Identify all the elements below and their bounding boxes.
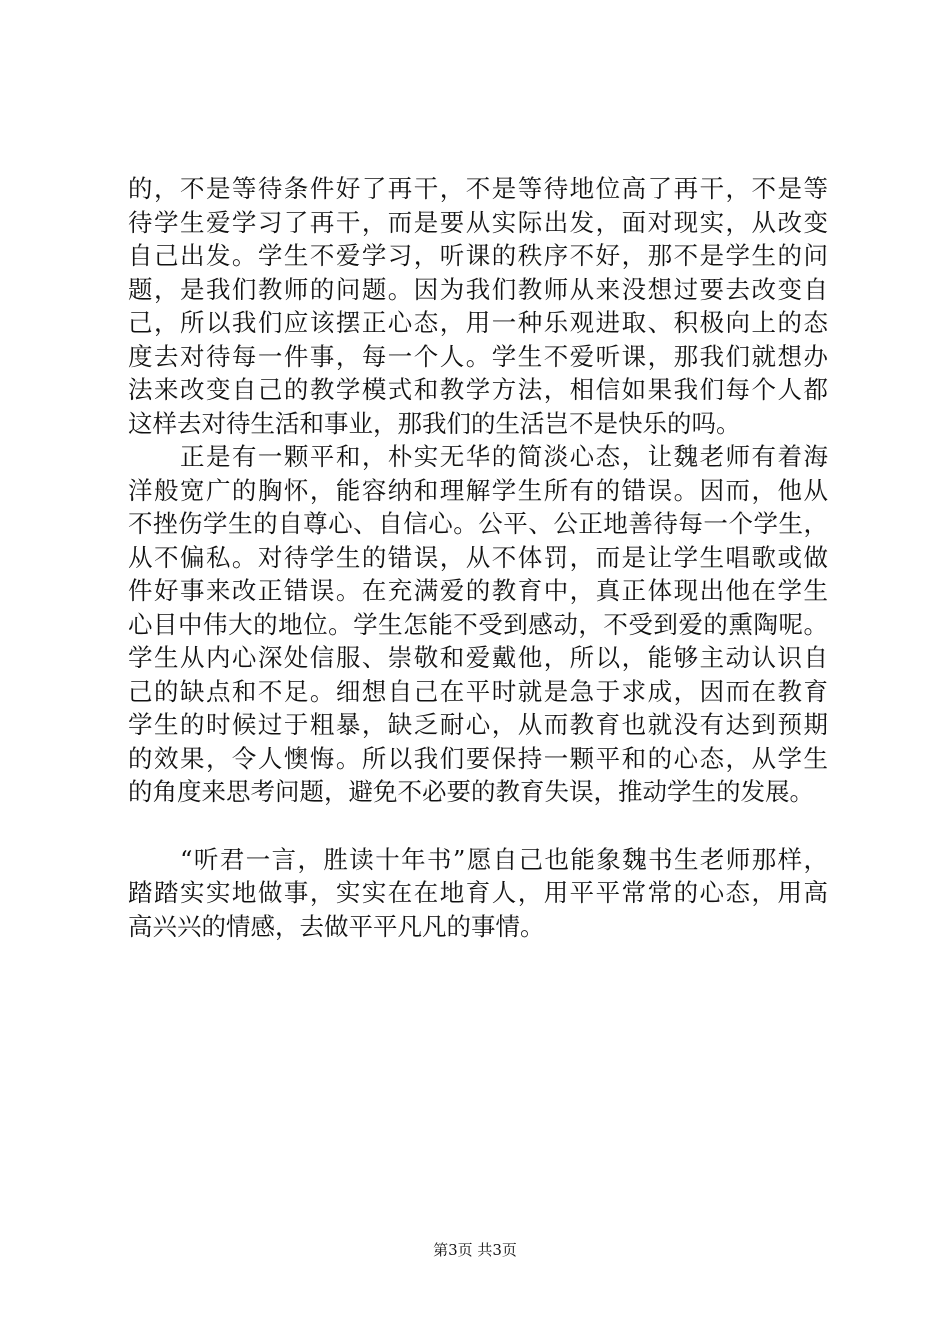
- text-line: 待学生爱学习了再干，而是要从实际出发，面对现实，从改变: [128, 207, 828, 237]
- text-line: 心目中伟大的地位。学生怎能不受到感动，不受到爱的熏陶呢。: [128, 609, 828, 639]
- page-number-label: 第3页 共3页: [433, 1241, 517, 1259]
- text-line: 学生从内心深处信服、崇敬和爱戴他，所以，能够主动认识自: [128, 643, 828, 672]
- paragraph-1: [128, 172, 828, 440]
- text-line: 自己出发。学生不爱学习，听课的秩序不好，那不是学生的问: [128, 241, 828, 270]
- paragraph-spacer: [128, 809, 828, 843]
- document-body: [128, 172, 828, 943]
- text-line: 不挫伤学生的自尊心、自信心。公平、公正地善待每一个学生，: [128, 509, 828, 538]
- text-line: 的，不是等待条件好了再干，不是等待地位高了再干，不是等: [128, 174, 828, 203]
- paragraph-3: [128, 843, 828, 944]
- paragraph-2: [128, 440, 828, 809]
- text-line: 件好事来改正错误。在充满爱的教育中，真正体现出他在学生: [128, 576, 828, 605]
- text-line: 题，是我们教师的问题。因为我们教师从来没想过要去改变自: [128, 274, 828, 304]
- text-line: 踏踏实实地做事，实实在在地育人，用平平常常的心态，用高: [128, 878, 828, 907]
- text-line: 正是有一颗平和，朴实无华的简淡心态，让魏老师有着海: [180, 442, 828, 471]
- text-line: 度去对待每一件事，每一个人。学生不爱听课，那我们就想办: [128, 341, 828, 371]
- text-line: 洋般宽广的胸怀，能容纳和理解学生所有的错误。因而，他从: [128, 475, 828, 505]
- text-line: 从不偏私。对待学生的错误，从不体罚，而是让学生唱歌或做: [128, 542, 828, 572]
- page-footer: [0, 1240, 950, 1260]
- text-line: 高兴兴的情感，去做平平凡凡的事情。: [128, 911, 545, 941]
- text-line: 法来改变自己的教学模式和教学方法，相信如果我们每个人都: [128, 375, 828, 404]
- text-line: 己的缺点和不足。细想自己在平时就是急于求成，因而在教育: [128, 676, 828, 706]
- text-line: 的角度来思考问题，避免不必要的教育失误，推动学生的发展。: [128, 777, 814, 806]
- text-line: 这样去对待生活和事业，那我们的生活岂不是快乐的吗。: [128, 408, 741, 438]
- text-line: 的效果，令人懊悔。所以我们要保持一颗平和的心态，从学生: [128, 743, 828, 773]
- text-line: 学生的时候过于粗暴，缺乏耐心，从而教育也就没有达到预期: [128, 710, 828, 739]
- text-line: “听君一言，胜读十年书”愿自己也能象魏书生老师那样，: [180, 844, 828, 874]
- text-line: 己，所以我们应该摆正心态，用一种乐观进取、积极向上的态: [128, 308, 828, 337]
